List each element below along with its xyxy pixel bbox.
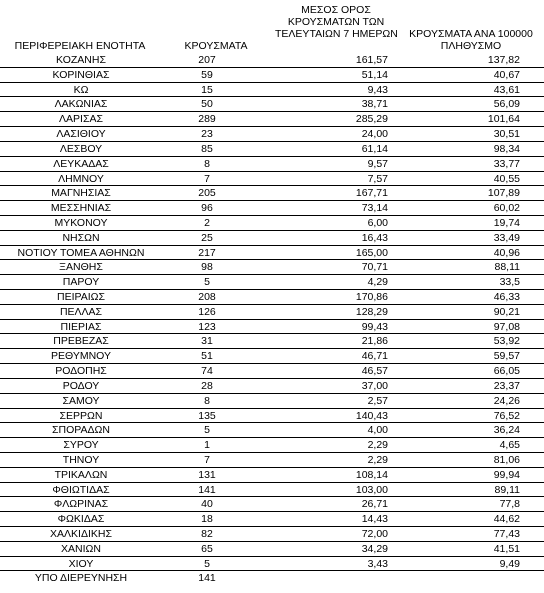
cell-7day-average: 51,14 — [361, 68, 388, 81]
table-row — [0, 127, 544, 142]
table-body — [0, 53, 544, 586]
table-row — [0, 497, 544, 512]
cell-7day-average: 14,43 — [361, 513, 388, 526]
table-row — [0, 483, 544, 498]
cell-7day-average: 24,00 — [361, 128, 388, 141]
cell-cases: 131 — [198, 468, 216, 481]
cell-7day-average: 140,43 — [355, 409, 388, 422]
cell-cases: 7 — [204, 453, 210, 466]
header-cases: ΚΡΟΥΣΜΑΤΑ — [184, 40, 248, 52]
cell-per-100k: 19,74 — [493, 216, 520, 229]
cell-per-100k: 36,24 — [493, 424, 520, 437]
cell-per-100k: 9,49 — [499, 557, 520, 570]
cell-cases: 289 — [198, 113, 216, 126]
table-row — [0, 216, 544, 231]
cell-cases: 208 — [198, 291, 216, 303]
cell-per-100k: 41,51 — [493, 542, 520, 555]
table-row — [0, 438, 544, 453]
cell-per-100k: 66,05 — [493, 365, 520, 378]
table-row — [0, 246, 544, 261]
cell-7day-average: 161,57 — [355, 54, 388, 66]
table-row — [0, 394, 544, 409]
cell-unit: ΧΑΝΙΩΝ — [61, 542, 101, 555]
cell-unit: ΧΑΛΚΙΔΙΚΗΣ — [50, 528, 112, 540]
cell-7day-average: 9,43 — [367, 83, 388, 96]
cell-7day-average: 128,29 — [355, 305, 388, 318]
cell-unit: ΜΕΣΣΗΝΙΑΣ — [50, 202, 112, 215]
cell-cases: 141 — [198, 572, 216, 585]
table-row — [0, 364, 544, 379]
cell-7day-average: 6,00 — [367, 216, 388, 229]
cell-per-100k: 98,34 — [493, 142, 520, 155]
table-row — [0, 571, 544, 586]
header-7day-average-line: ΜΕΣΟΣ ΟΡΟΣ — [301, 4, 371, 16]
cell-cases: 82 — [201, 528, 213, 540]
header-7day-average — [275, 4, 397, 40]
cell-unit: ΡΟΔΟΠΗΣ — [55, 365, 107, 378]
cell-cases: 8 — [204, 394, 210, 407]
cell-unit: ΝΗΣΩΝ — [62, 231, 100, 244]
cell-unit: ΦΩΚΙΔΑΣ — [57, 513, 105, 526]
cell-7day-average: 34,29 — [361, 542, 388, 555]
cell-per-100k: 59,57 — [493, 350, 520, 363]
cell-cases: 59 — [201, 68, 213, 81]
cell-per-100k: 76,52 — [493, 409, 520, 422]
cell-unit: ΛΕΣΒΟΥ — [59, 142, 103, 155]
table-row — [0, 468, 544, 483]
cell-per-100k: 23,37 — [493, 379, 520, 392]
cell-unit: ΛΑΣΙΘΙΟΥ — [56, 128, 106, 141]
table-row — [0, 142, 544, 157]
table-row — [0, 260, 544, 275]
cell-per-100k: 77,43 — [493, 528, 520, 540]
cell-7day-average: 2,57 — [367, 394, 388, 407]
cell-unit: ΧΙΟΥ — [68, 557, 94, 570]
cell-7day-average: 46,57 — [361, 365, 388, 378]
table-row — [0, 112, 544, 127]
cell-cases: 98 — [201, 261, 213, 274]
cell-per-100k: 30,51 — [493, 128, 520, 141]
cell-unit: ΚΟΡΙΝΘΙΑΣ — [52, 68, 110, 81]
cell-per-100k: 33,77 — [493, 157, 520, 170]
cell-7day-average: 165,00 — [355, 246, 388, 259]
cell-cases: 141 — [198, 483, 216, 496]
cell-7day-average: 99,43 — [361, 320, 388, 333]
cell-unit: ΚΟΖΑΝΗΣ — [56, 54, 106, 66]
cell-unit: ΠΑΡΟΥ — [62, 276, 100, 289]
cell-per-100k: 46,33 — [493, 291, 520, 303]
cell-unit: ΤΗΝΟΥ — [62, 453, 100, 466]
cell-7day-average: 9,57 — [367, 157, 388, 170]
cell-per-100k: 24,26 — [493, 394, 520, 407]
cell-7day-average: 285,29 — [355, 113, 388, 126]
cell-unit: ΥΠΟ ΔΙΕΡΕΥΝΗΣΗ — [34, 572, 128, 585]
cell-cases: 126 — [198, 305, 216, 318]
table-row — [0, 512, 544, 527]
cell-cases: 18 — [201, 513, 213, 526]
table-row — [0, 290, 544, 305]
cell-unit: ΤΡΙΚΑΛΩΝ — [54, 468, 108, 481]
cell-cases: 85 — [201, 142, 213, 155]
header-7day-average-line: ΚΡΟΥΣΜΑΤΩΝ ΤΩΝ — [287, 16, 385, 28]
table-row — [0, 275, 544, 290]
cell-unit: ΠΡΕΒΕΖΑΣ — [53, 335, 109, 348]
table-row — [0, 453, 544, 468]
cell-unit: ΣΠΟΡΑΔΩΝ — [52, 424, 110, 437]
cell-per-100k: 53,92 — [493, 335, 520, 348]
cell-7day-average: 16,43 — [361, 231, 388, 244]
cell-7day-average: 21,86 — [361, 335, 388, 348]
cell-per-100k: 33,49 — [493, 231, 520, 244]
cell-unit: ΡΟΔΟΥ — [62, 379, 100, 392]
cell-cases: 5 — [204, 557, 210, 570]
cell-7day-average: 108,14 — [355, 468, 388, 481]
cell-per-100k: 4,65 — [499, 439, 520, 452]
cell-unit: ΦΘΙΩΤΙΔΑΣ — [52, 483, 110, 496]
cell-unit: ΡΕΘΥΜΝΟΥ — [50, 350, 111, 363]
table-row — [0, 542, 544, 557]
cell-unit: ΣΕΡΡΩΝ — [59, 409, 103, 422]
cell-per-100k: 40,96 — [493, 246, 520, 259]
cell-unit: ΦΛΩΡΙΝΑΣ — [53, 498, 109, 511]
cell-cases: 2 — [204, 216, 210, 229]
header-per-100k — [400, 28, 542, 52]
cell-per-100k: 99,94 — [493, 468, 520, 481]
cell-per-100k: 40,67 — [493, 68, 520, 81]
table-row — [0, 557, 544, 572]
cell-cases: 51 — [201, 350, 213, 363]
cell-unit: ΣΥΡΟΥ — [63, 439, 99, 452]
cell-unit: ΠΙΕΡΙΑΣ — [60, 320, 102, 333]
table-row — [0, 186, 544, 201]
header-unit: ΠΕΡΙΦΕΡΕΙΑΚΗ ΕΝΟΤΗΤΑ — [14, 40, 146, 52]
cell-unit: ΝΟΤΙΟΥ ΤΟΜΕΑ ΑΘΗΝΩΝ — [17, 246, 145, 259]
cell-cases: 1 — [204, 439, 210, 452]
cell-per-100k: 56,09 — [493, 98, 520, 111]
table-row — [0, 334, 544, 349]
cell-7day-average: 73,14 — [361, 202, 388, 215]
header-per-100k-line: ΠΛΗΘΥΣΜΟ — [440, 40, 502, 52]
table-row — [0, 409, 544, 424]
cell-per-100k: 88,11 — [494, 261, 520, 274]
cell-cases: 8 — [204, 157, 210, 170]
cell-cases: 5 — [204, 276, 210, 289]
cell-cases: 123 — [198, 320, 216, 333]
cell-per-100k: 33,5 — [499, 276, 520, 289]
cell-per-100k: 44,62 — [493, 513, 520, 526]
cell-unit: ΣΑΜΟΥ — [62, 394, 100, 407]
cell-7day-average: 37,00 — [361, 379, 388, 392]
cell-7day-average: 61,14 — [361, 142, 388, 155]
cell-cases: 217 — [198, 246, 216, 259]
table-row — [0, 305, 544, 320]
table-row — [0, 231, 544, 246]
cell-7day-average: 2,29 — [367, 453, 388, 466]
cell-cases: 96 — [201, 202, 213, 215]
cell-cases: 15 — [201, 83, 213, 96]
cell-per-100k: 137,82 — [487, 54, 520, 66]
cell-unit: ΜΥΚΟΝΟΥ — [54, 216, 108, 229]
table-row — [0, 157, 544, 172]
cell-unit: ΞΑΝΘΗΣ — [59, 261, 103, 274]
header-per-100k-line: ΚΡΟΥΣΜΑΤΑ ΑΝΑ 100000 — [409, 28, 533, 40]
cell-per-100k: 90,21 — [493, 305, 520, 318]
cell-7day-average: 38,71 — [361, 98, 388, 111]
cell-per-100k: 81,06 — [493, 453, 520, 466]
table-row — [0, 379, 544, 394]
cell-7day-average: 170,86 — [355, 291, 388, 303]
cell-per-100k: 101,64 — [487, 113, 520, 126]
cell-cases: 7 — [204, 172, 210, 185]
cell-unit: ΜΑΓΝΗΣΙΑΣ — [51, 187, 111, 200]
cell-7day-average: 3,43 — [367, 557, 388, 570]
cell-7day-average: 167,71 — [355, 187, 388, 200]
cell-per-100k: 97,08 — [493, 320, 520, 333]
cell-cases: 31 — [201, 335, 213, 348]
table-row — [0, 201, 544, 216]
table-row — [0, 97, 544, 112]
cell-cases: 205 — [198, 187, 216, 200]
header-7day-average-line: ΤΕΛΕΥΤΑΙΩΝ 7 ΗΜΕΡΩΝ — [275, 28, 398, 40]
table-row — [0, 83, 544, 98]
cell-cases: 50 — [201, 98, 213, 111]
cell-unit: ΚΩ — [73, 83, 89, 96]
cell-per-100k: 107,89 — [487, 187, 520, 200]
cell-7day-average: 4,29 — [367, 276, 388, 289]
cell-7day-average: 46,71 — [361, 350, 388, 363]
cell-cases: 135 — [198, 409, 216, 422]
cell-cases: 23 — [201, 128, 213, 141]
cell-per-100k: 60,02 — [493, 202, 520, 215]
table-row — [0, 53, 544, 68]
cell-cases: 207 — [198, 54, 216, 66]
cell-unit: ΛΑΡΙΣΑΣ — [59, 113, 103, 126]
table-row — [0, 68, 544, 83]
cell-per-100k: 40,55 — [493, 172, 520, 185]
cell-7day-average: 2,29 — [367, 439, 388, 452]
cell-per-100k: 77,8 — [499, 498, 520, 511]
table-row — [0, 349, 544, 364]
cell-unit: ΛΗΜΝΟΥ — [58, 172, 104, 185]
table-row — [0, 320, 544, 335]
cell-per-100k: 89,11 — [494, 483, 520, 496]
cell-cases: 40 — [201, 498, 213, 511]
table-row — [0, 172, 544, 187]
cell-7day-average: 4,00 — [367, 424, 388, 437]
cell-unit: ΠΕΛΛΑΣ — [59, 305, 103, 318]
cell-cases: 28 — [201, 379, 213, 392]
cell-per-100k: 43,61 — [493, 83, 520, 96]
table-row — [0, 423, 544, 438]
cell-7day-average: 72,00 — [361, 528, 388, 540]
cell-cases: 74 — [201, 365, 213, 378]
cell-unit: ΠΕΙΡΑΙΩΣ — [57, 291, 105, 303]
cell-7day-average: 26,71 — [361, 498, 388, 511]
cell-7day-average: 70,71 — [361, 261, 388, 274]
cell-7day-average: 103,00 — [355, 483, 388, 496]
cell-unit: ΛΑΚΩΝΙΑΣ — [54, 98, 108, 111]
cell-cases: 65 — [201, 542, 213, 555]
cell-cases: 25 — [201, 231, 213, 244]
cell-unit: ΛΕΥΚΑΔΑΣ — [53, 157, 109, 170]
cell-7day-average: 7,57 — [367, 172, 388, 185]
cell-cases: 5 — [204, 424, 210, 437]
table-row — [0, 527, 544, 542]
